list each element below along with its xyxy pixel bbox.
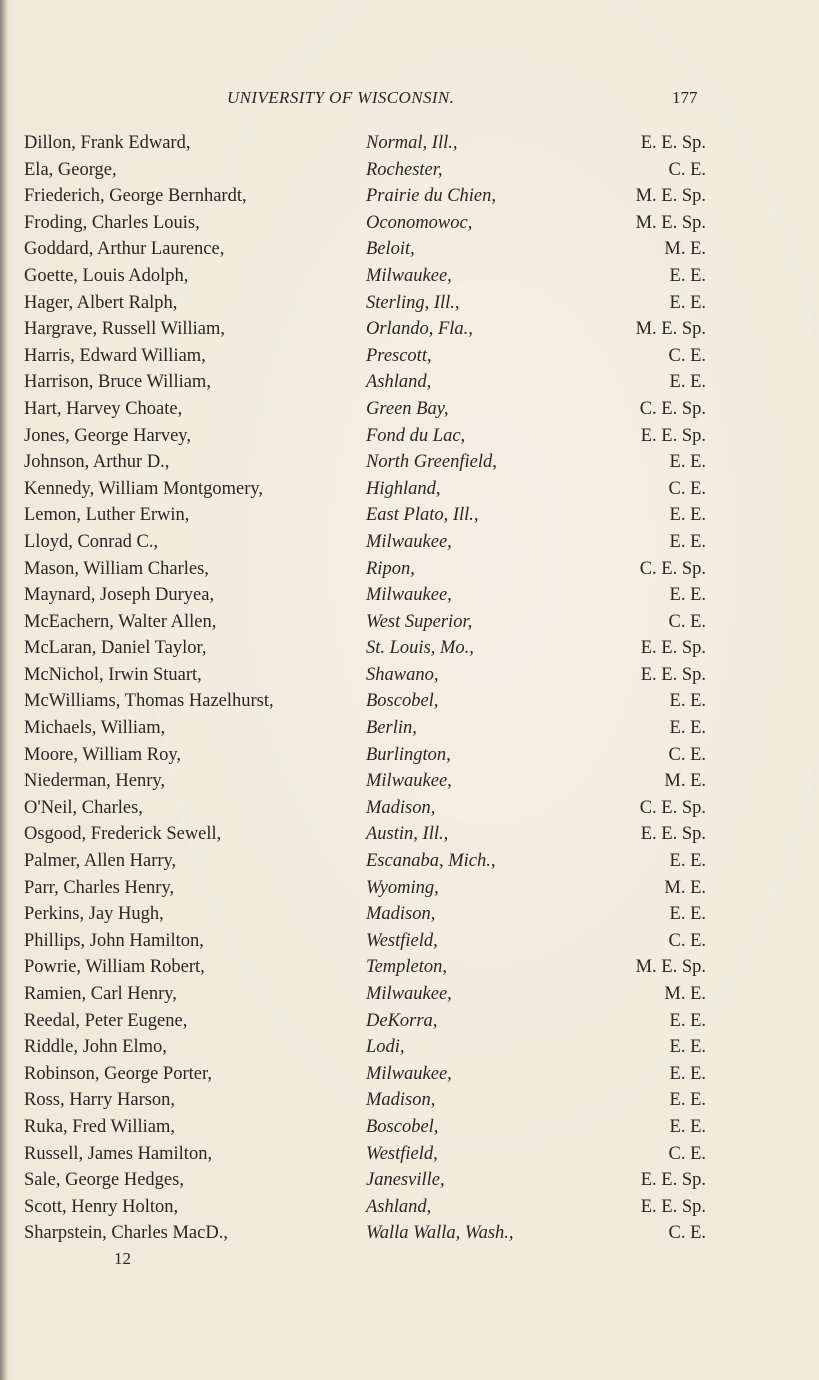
student-hometown: Sterling, Ill., (366, 292, 460, 313)
student-name: Powrie, William Robert, (24, 957, 205, 978)
student-course: M. E. (664, 771, 706, 792)
roster-row (0, 1034, 819, 1061)
student-course: E. E. (669, 452, 706, 473)
roster-row (0, 130, 819, 157)
student-name: McNichol, Irwin Stuart, (24, 664, 202, 685)
student-name: Lemon, Luther Erwin, (24, 505, 190, 526)
student-hometown: Milwaukee, (366, 585, 452, 606)
roster-row (0, 715, 819, 742)
roster-row (0, 157, 819, 184)
roster-row (0, 449, 819, 476)
student-name: Ela, George, (24, 159, 117, 180)
student-course: M. E. (664, 239, 706, 260)
student-name: Parr, Charles Henry, (24, 877, 175, 898)
roster-row (0, 688, 819, 715)
student-course: C. E. (668, 345, 706, 366)
student-hometown: Madison, (366, 1090, 436, 1111)
roster-row (0, 848, 819, 875)
student-hometown: St. Louis, Mo., (366, 638, 474, 659)
roster-row (0, 1061, 819, 1088)
student-hometown: Beloit, (366, 239, 415, 260)
student-hometown: Janesville, (366, 1170, 445, 1191)
student-hometown: West Superior, (366, 611, 473, 632)
student-name: McWilliams, Thomas Hazelhurst, (24, 691, 274, 712)
roster-row (0, 1194, 819, 1221)
student-hometown: Templeton, (366, 957, 448, 978)
roster-row (0, 1087, 819, 1114)
student-name: Dillon, Frank Edward, (24, 133, 191, 153)
student-name: Maynard, Joseph Duryea, (24, 585, 215, 606)
roster-row (0, 768, 819, 795)
student-roster (0, 130, 819, 1247)
student-hometown: Ashland, (366, 372, 432, 393)
student-name: Froding, Charles Louis, (24, 212, 200, 233)
student-name: Ross, Harry Harson, (24, 1090, 176, 1111)
student-course: C. E. (668, 744, 706, 765)
student-hometown: Ashland, (366, 1196, 432, 1217)
student-name: Ruka, Fred William, (24, 1116, 176, 1137)
roster-row (0, 210, 819, 237)
student-hometown: Lodi, (366, 1037, 405, 1058)
student-hometown: Prescott, (366, 345, 432, 366)
student-name: Phillips, John Hamilton, (24, 930, 204, 951)
student-name: Friederich, George Bernhardt, (24, 186, 247, 207)
roster-row (0, 954, 819, 981)
roster-row (0, 1114, 819, 1141)
student-name: Sharpstein, Charles MacD., (24, 1223, 228, 1244)
student-name: Kennedy, William Montgomery, (24, 478, 264, 499)
student-hometown: Prairie du Chien, (366, 186, 497, 207)
roster-row (0, 236, 819, 263)
student-hometown: Milwaukee, (366, 771, 452, 792)
student-course: M. E. Sp. (635, 212, 706, 233)
page-number: 177 (672, 88, 698, 107)
student-course: E. E. Sp. (640, 1170, 706, 1191)
student-name: Harris, Edward William, (24, 345, 206, 366)
roster-row (0, 316, 819, 343)
student-course: E. E. Sp. (640, 824, 706, 845)
student-course: M. E. Sp. (635, 186, 706, 207)
roster-row (0, 821, 819, 848)
student-course: E. E. (669, 904, 706, 925)
student-hometown: Madison, (366, 904, 436, 925)
student-course: C. E. (668, 1223, 706, 1244)
student-hometown: Boscobel, (366, 691, 439, 712)
student-name: McLaran, Daniel Taylor, (24, 638, 207, 659)
student-course: M. E. (664, 877, 706, 898)
student-name: Hager, Albert Ralph, (24, 292, 178, 313)
student-course: C. E. (668, 611, 706, 632)
roster-row (0, 502, 819, 529)
student-hometown: Milwaukee, (366, 984, 452, 1004)
student-course: E. E. (669, 531, 706, 552)
student-course: C. E. Sp. (639, 398, 706, 419)
student-hometown: North Greenfield, (366, 452, 497, 473)
student-hometown: Milwaukee, (366, 1063, 452, 1084)
roster-row (0, 476, 819, 503)
student-name: Perkins, Jay Hugh, (24, 904, 164, 925)
student-hometown: Milwaukee, (366, 265, 452, 286)
student-course: E. E. (669, 1010, 706, 1031)
roster-row (0, 582, 819, 609)
student-hometown: Milwaukee, (366, 531, 452, 552)
student-name: Ramien, Carl Henry, (24, 984, 177, 1004)
roster-row (0, 290, 819, 317)
roster-row (0, 396, 819, 423)
student-hometown: Rochester, (366, 159, 443, 180)
roster-row (0, 662, 819, 689)
student-course: E. E. (669, 265, 706, 286)
roster-row (0, 928, 819, 955)
student-course: C. E. (668, 930, 706, 951)
student-course: E. E. Sp. (640, 1196, 706, 1217)
student-course: C. E. (668, 1143, 706, 1164)
student-course: E. E. Sp. (640, 425, 706, 446)
student-hometown: Highland, (366, 478, 441, 499)
student-hometown: Orlando, Fla., (366, 319, 473, 340)
student-hometown: Boscobel, (366, 1116, 439, 1137)
student-course: E. E. (669, 372, 706, 393)
student-name: Johnson, Arthur D., (24, 452, 170, 473)
student-name: McEachern, Walter Allen, (24, 611, 217, 632)
student-course: E. E. (669, 851, 706, 872)
student-course: E. E. Sp. (640, 133, 706, 153)
student-course: E. E. (669, 1116, 706, 1137)
student-hometown: Austin, Ill., (366, 824, 449, 845)
student-hometown: DeKorra, (366, 1010, 438, 1031)
student-name: Harrison, Bruce William, (24, 372, 211, 393)
student-hometown: Burlington, (366, 744, 451, 765)
student-hometown: Shawano, (366, 664, 439, 685)
student-name: Sale, George Hedges, (24, 1170, 184, 1191)
roster-row (0, 1141, 819, 1168)
student-name: Jones, George Harvey, (24, 425, 191, 446)
student-hometown: Normal, Ill., (366, 133, 458, 153)
running-head: UNIVERSITY OF WISCONSIN. (227, 88, 455, 107)
roster-row (0, 981, 819, 1008)
student-name: Hart, Harvey Choate, (24, 398, 183, 419)
student-name: Niederman, Henry, (24, 771, 166, 792)
student-name: Robinson, George Porter, (24, 1063, 213, 1084)
student-course: C. E. Sp. (639, 797, 706, 818)
student-hometown: Berlin, (366, 718, 417, 739)
student-course: E. E. Sp. (640, 664, 706, 685)
roster-row (0, 369, 819, 396)
roster-row (0, 556, 819, 583)
student-hometown: East Plato, Ill., (366, 505, 479, 526)
roster-row (0, 263, 819, 290)
student-course: E. E. (669, 718, 706, 739)
roster-row (0, 529, 819, 556)
student-course: E. E. (669, 292, 706, 313)
student-course: E. E. (669, 585, 706, 606)
student-course: M. E. Sp. (635, 319, 706, 340)
roster-row (0, 635, 819, 662)
student-hometown: Westfield, (366, 930, 438, 951)
student-name: Lloyd, Conrad C., (24, 531, 159, 552)
student-course: E. E. Sp. (640, 638, 706, 659)
student-hometown: Madison, (366, 797, 436, 818)
student-course: E. E. (669, 691, 706, 712)
student-name: Goddard, Arthur Laurence, (24, 239, 225, 260)
roster-row (0, 609, 819, 636)
student-name: Mason, William Charles, (24, 558, 209, 579)
student-course: E. E. (669, 1037, 706, 1058)
roster-row (0, 423, 819, 450)
student-name: Palmer, Allen Harry, (24, 851, 177, 872)
roster-row (0, 795, 819, 822)
student-hometown: Oconomowoc, (366, 212, 473, 233)
student-name: Reedal, Peter Eugene, (24, 1010, 188, 1031)
student-course: C. E. Sp. (639, 558, 706, 579)
student-course: M. E. Sp. (635, 957, 706, 978)
student-hometown: Escanaba, Mich., (366, 851, 496, 872)
student-course: E. E. (669, 1063, 706, 1084)
student-hometown: Walla Walla, Wash., (366, 1223, 514, 1244)
student-name: Osgood, Frederick Sewell, (24, 824, 222, 845)
student-course: E. E. (669, 505, 706, 526)
signature-mark: 12 (114, 1249, 131, 1268)
student-name: Riddle, John Elmo, (24, 1037, 167, 1058)
student-hometown: Green Bay, (366, 398, 449, 419)
student-hometown: Westfield, (366, 1143, 438, 1164)
student-name: Hargrave, Russell William, (24, 319, 226, 340)
student-course: C. E. (668, 478, 706, 499)
roster-row (0, 1167, 819, 1194)
roster-row (0, 875, 819, 902)
roster-row (0, 343, 819, 370)
student-hometown: Wyoming, (366, 877, 439, 898)
student-course: M. E. (664, 984, 706, 1004)
student-hometown: Fond du Lac, (366, 425, 466, 446)
student-name: Scott, Henry Holton, (24, 1196, 179, 1217)
roster-row (0, 742, 819, 769)
student-name: Russell, James Hamilton, (24, 1143, 213, 1164)
roster-row (0, 901, 819, 928)
student-name: O'Neil, Charles, (24, 797, 143, 818)
student-name: Michaels, William, (24, 718, 166, 739)
roster-row (0, 1220, 819, 1247)
student-course: C. E. (668, 159, 706, 180)
student-name: Moore, William Roy, (24, 744, 182, 765)
student-name: Goette, Louis Adolph, (24, 265, 189, 286)
student-course: E. E. (669, 1090, 706, 1111)
roster-row (0, 183, 819, 210)
roster-row (0, 1008, 819, 1035)
student-hometown: Ripon, (366, 558, 415, 579)
